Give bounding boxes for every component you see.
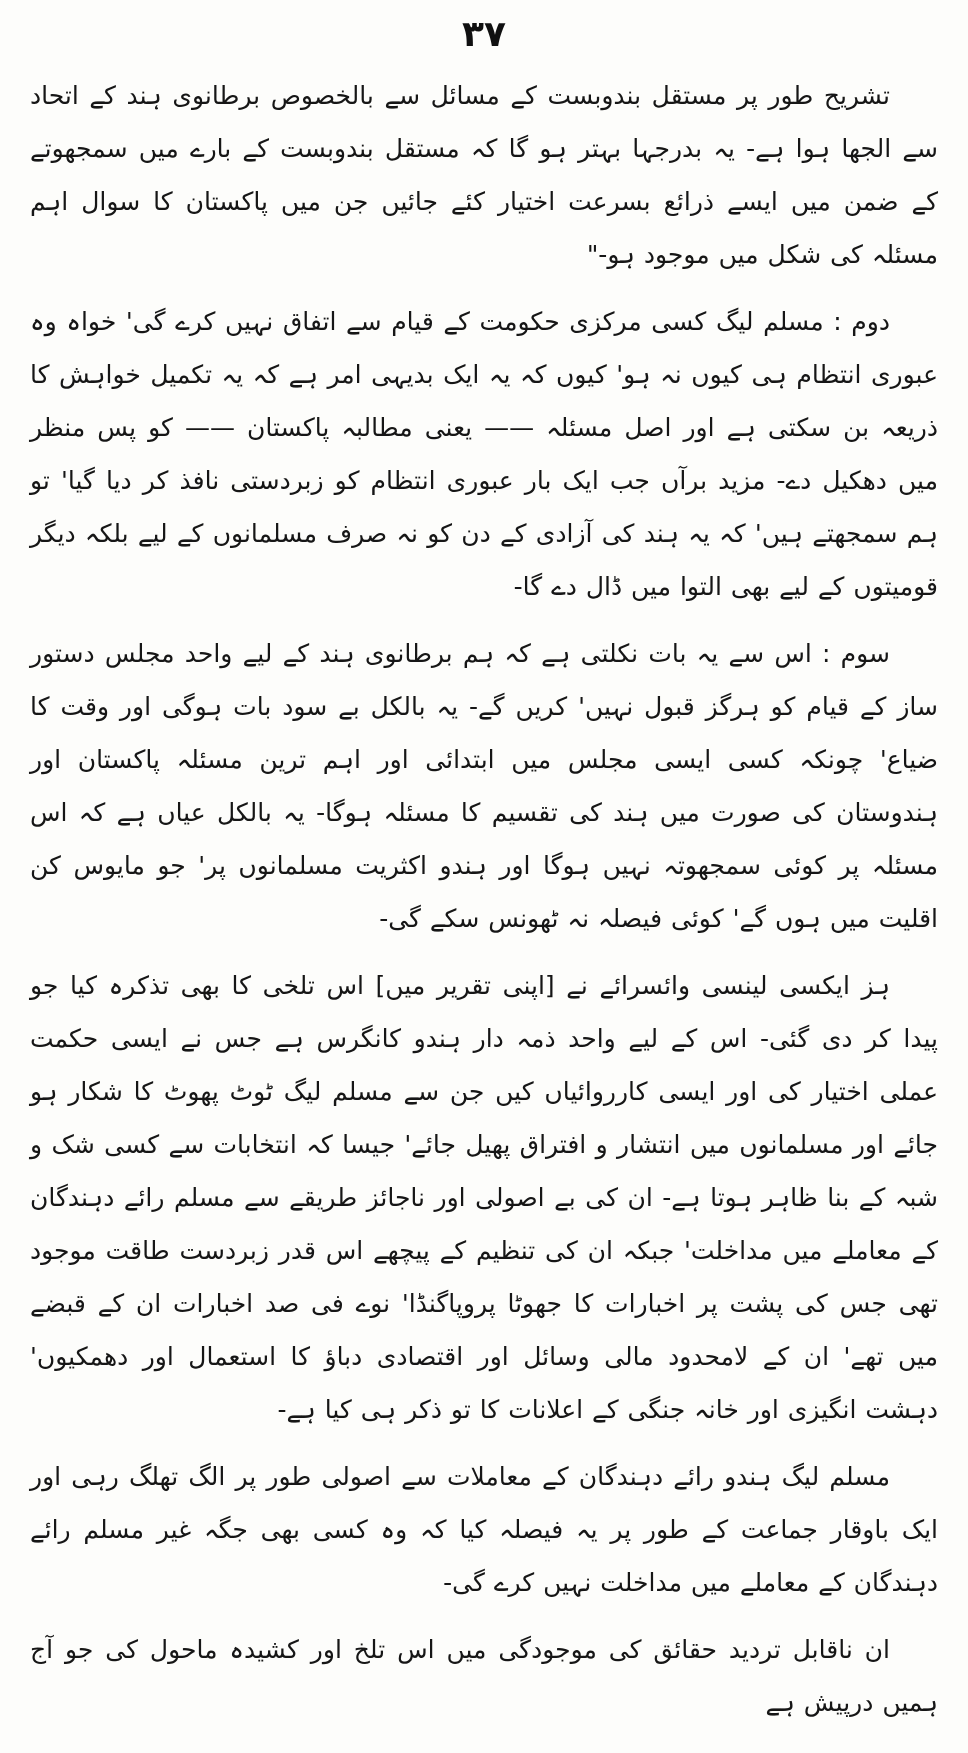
page-body-text — [30, 69, 938, 1729]
paragraph-second-point: دوم : مسلم لیگ کسی مرکزی حکومت کے قیام سے اتفاق نہیں کرے گی' خواہ وہ عبوری انتظام ہی کیوں نہ ہو' کیوں کہ یہ ایک بدیہی امر ہے کہ یہ تکمیل خواہش کا ذریعہ بن سکتی ہے اور اصل مسئلہ —— یعنی مطالبہ پاکستان —— کو پس منظر میں دھکیل دے- مزید برآں جب ایک بار عبوری انتظام کو زبردستی نافذ کر دیا گیا' تو ہم سمجھتے ہیں' کہ یہ ہند کی آزادی کے دن کو نہ صرف مسلمانوں کے لیے بلکہ دیگر قومیتوں کے لیے بھی التوا میں ڈال دے گا- — [30, 307, 938, 601]
paragraph-muslim-league-stance: مسلم لیگ ہندو رائے دہندگان کے معاملات سے اصولی طور پر الگ تھلگ رہی اور ایک باوقار جماعت کے طور پر یہ فیصلہ کیا کہ وہ کسی بھی جگہ غیر مسلم رائے دہندگان کے معاملے میں مداخلت نہیں کرے گی- — [30, 1462, 938, 1597]
page-number: ۳۷ — [462, 14, 506, 55]
paragraph-closing-line: ان ناقابل تردید حقائق کی موجودگی میں اس تلخ اور کشیدہ ماحول کی جو آج ہمیں درپیش ہے — [30, 1635, 938, 1717]
paragraph-quotation-continuation: تشریح طور پر مستقل بندوبست کے مسائل سے بالخصوص برطانوی ہند کے اتحاد سے الجھا ہوا ہے- یہ بدرجہا بہتر ہو گا کہ مستقل بندوبست کے بارے میں سمجھوتے کے ضمن میں ایسے ذرائع بسرعت اختیار کئے جائیں جن میں پاکستان کا سوال اہم مسئلہ کی شکل میں موجود ہو-" — [30, 81, 938, 269]
paragraph-viceroy-remarks: ہز ایکسی لینسی وائسرائے نے [اپنی تقریر میں] اس تلخی کا بھی تذکرہ کیا جو پیدا کر دی گئی- اس کے لیے واحد ذمہ دار ہندو کانگرس ہے جس نے ایسی حکمت عملی اختیار کی اور ایسی کارروائیاں کیں جن سے مسلم لیگ ٹوٹ پھوٹ کا شکار ہو جائے اور مسلمانوں میں انتشار و افتراق پھیل جائے' جیسا کہ انتخابات سے کسی شک و شبہ کے بنا ظاہر ہوتا ہے- ان کی بے اصولی اور ناجائز طریقے سے مسلم رائے دہندگان کے معاملے میں مداخلت' جبکہ ان کی تنظیم کے پیچھے اس قدر زبردست طاقت موجود تھی جس کی پشت پر اخبارات کا جھوٹا پروپاگنڈا' نوے فی صد اخبارات ان کے قبضے میں تھے' ان کے لامحدود مالی وسائل اور اقتصادی دباؤ کا استعمال اور دھمکیوں' دہشت انگیزی اور خانہ جنگی کے اعلانات کا تو ذکر ہی کیا ہے- — [30, 971, 938, 1424]
paragraph-third-point: سوم : اس سے یہ بات نکلتی ہے کہ ہم برطانوی ہند کے لیے واحد مجلس دستور ساز کے قیام کو ہرگز قبول نہیں' کریں گے- یہ بالکل بے سود بات ہوگی اور وقت کا ضیاع' چونکہ کسی ایسی مجلس میں ابتدائی اور اہم ترین مسئلہ پاکستان اور ہندوستان کی صورت میں ہند کی تقسیم کا مسئلہ ہوگا- یہ بالکل عیاں ہے کہ اس مسئلہ پر کوئی سمجھوتہ نہیں ہوگا اور ہندو اکثریت مسلمانوں پر' جو مایوس کن اقلیت میں ہوں گے' کوئی فیصلہ نہ ٹھونس سکے گی- — [30, 639, 938, 933]
